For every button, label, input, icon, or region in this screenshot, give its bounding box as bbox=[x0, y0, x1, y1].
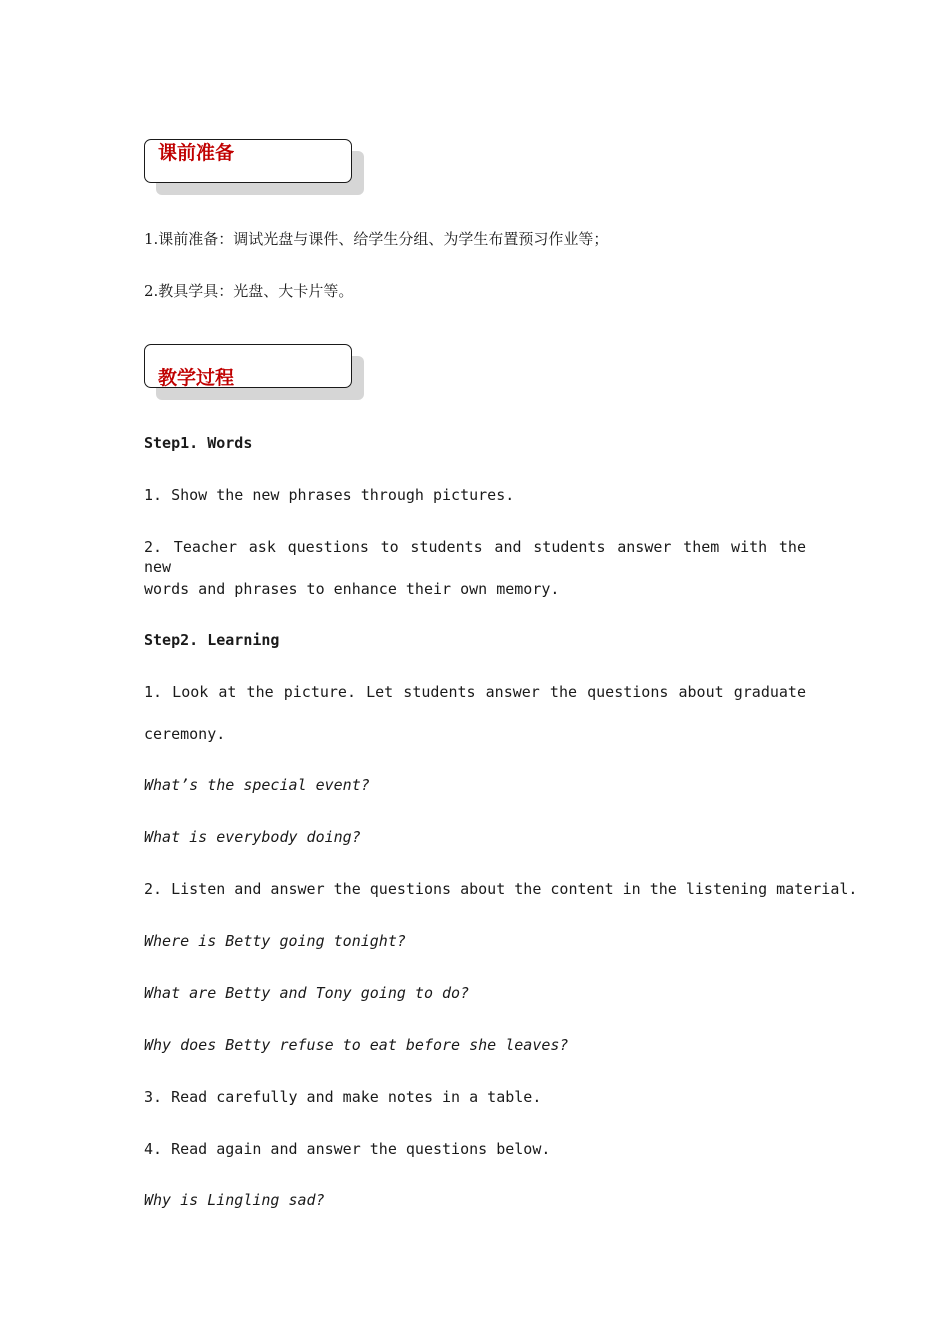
question: Why is Lingling sad? bbox=[144, 1191, 325, 1209]
prep-item-2: 2.教具学具：光盘、大卡片等。 bbox=[144, 282, 354, 300]
question: What are Betty and Tony going to do? bbox=[144, 984, 470, 1002]
prep-item-1: 1.课前准备：调试光盘与课件、给学生分组、为学生布置预习作业等； bbox=[144, 230, 609, 248]
step1-item-2-line2: words and phrases to enhance their own memory. bbox=[144, 580, 560, 598]
step-heading: Step1. Words bbox=[144, 434, 253, 452]
section-header-box bbox=[144, 139, 366, 195]
step1-item-2-line1: 2. Teacher ask questions to students and students answer them with the new bbox=[144, 538, 806, 576]
step-heading: Step2. Learning bbox=[144, 631, 280, 649]
step2-item-1-line1: 1. Look at the picture. Let students answer the questions about graduate bbox=[144, 683, 806, 701]
section-title: 课前准备 bbox=[158, 142, 235, 164]
step2-item-2: 2. Listen and answer the questions about the content in the listening material. bbox=[144, 880, 858, 898]
section-header-box bbox=[144, 344, 366, 400]
question: Why does Betty refuse to eat before she leaves? bbox=[144, 1036, 569, 1054]
question: What is everybody doing? bbox=[144, 828, 361, 846]
step1-item-1: 1. Show the new phrases through pictures. bbox=[144, 486, 515, 504]
step2-item-4: 4. Read again and answer the questions below. bbox=[144, 1140, 551, 1158]
question: Where is Betty going tonight? bbox=[144, 932, 406, 950]
question: What’s the special event? bbox=[144, 776, 370, 794]
section-title: 教学过程 bbox=[158, 367, 235, 389]
step2-item-3: 3. Read carefully and make notes in a table. bbox=[144, 1088, 542, 1106]
step2-item-1-line2: ceremony. bbox=[144, 725, 226, 743]
